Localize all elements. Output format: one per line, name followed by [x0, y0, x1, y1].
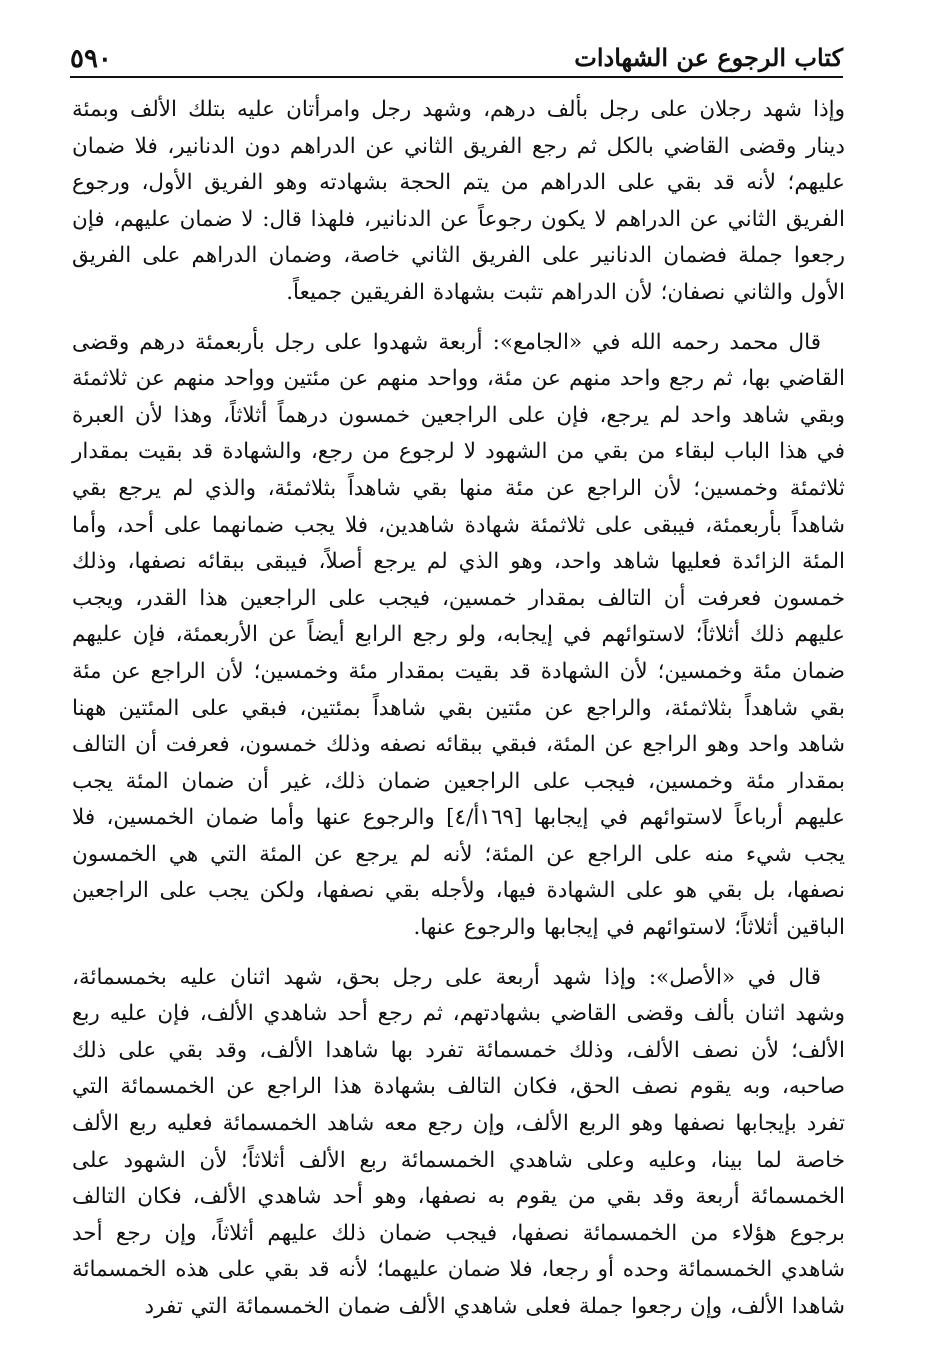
book-title: كتاب الرجوع عن الشهادات: [574, 43, 843, 72]
paragraph-2: قال محمد رحمه الله في «الجامع»: أربعة شهدوا على رجل بأربعمئة درهم وقضى القاضي بها، ثم رجع واحد منهم عن مئة، وواحد منهم عن مئتين وواحد منهم عن ثلاثمئة وبقي شاهد واحد لم يرجع، فإن على الراجعين خمسون درهماً أثلاثاً، وهذا لأن العبرة في هذا الباب لبقاء من بقي من الشهود لا لرجوع من رجع، والشهادة قد بقيت بمقدار ثلاثمئة وخمسين؛ لأن الراجع عن مئة منها بقي شاهداً بثلاثمئة، والذي لم يرجع بقي شاهداً بأربعمئة، فيبقى على ثلاثمئة شهادة شاهدين، فلا يجب ضمانهما على أحد، وأما المئة الزائدة فعليها شاهد واحد، وهو الذي لم يرجع أصلاً، فيبقى ببقائه نصفها، وذلك خمسون فعرفت أن التالف بمقدار خمسين، فيجب على الراجعين هذا القدر، ويجب عليهم ذلك أثلاثاً؛ لاستوائهم في إيجابه، ولو رجع الرابع أيضاً عن الأربعمئة، فإن عليهم ضمان مئة وخمسين؛ لأن الشهادة قد بقيت بمقدار مئة وخمسين؛ لأن الراجع عن مئة بقي شاهداً بثلاثمئة، والراجع عن مئتين بقي شاهداً بمئتين، فبقي على المئتين ههنا شاهد واحد وهو الراجع عن المئة، فبقي ببقائه نصفه وذلك خمسون، فعرفت أن التالف بمقدار مئة وخمسين، فيجب على الراجعين ضمان ذلك، غير أن ضمان المئة يجب عليهم أرباعاً لاستوائهم في إيجابها [١٦٩أ/٤] والرجوع عنها وأما ضمان الخمسين، فلا يجب شيء منه على الراجع عن المئة؛ لأنه لم يرجع عن المئة التي هي الخمسون نصفها، بل بقي هو على الشهادة فيها، ولأجله بقي نصفها، ولكن يجب على الراجعين الباقين أثلاثاً؛ لاستوائهم في إيجابها والرجوع عنها.: [72, 329, 845, 941]
paragraph-3: قال في «الأصل»: وإذا شهد أربعة على رجل بحق، شهد اثنان عليه بخمسمائة، وشهد اثنان بألف وقضى القاضي بشهادتهم، ثم رجع أحد شاهدي الألف، فإن عليه ربع الألف؛ لأن نصف الألف، وذلك خمسمائة تفرد بها شاهدا الألف، وقد بقي على ذلك صاحبه، وبه يقوم نصف الحق، فكان التالف بشهادة هذا الراجع عن الخمسمائة التي تفرد بإيجابها نصفها وهو الربع الألف، وإن رجع معه شاهد الخمسمائة فعليه ربع الألف خاصة لما بينا، وعليه وعلى شاهدي الخمسمائة ربع الألف أثلاثاً؛ لأن الشهود على الخمسمائة أربعة وقد بقي من يقوم به نصفها، وهو أحد شاهدي الألف، فكان التالف برجوع هؤلاء من الخمسمائة نصفها، فيجب ضمان ذلك عليهم أثلاثاً، وإن رجع أحد شاهدي الخمسمائة وحده أو رجعا، فلا ضمان عليهما؛ لأنه قد بقي على هذه الخمسمائة شاهدا الألف، وإن رجعوا جملة فعلى شاهدي الألف ضمان الخمسمائة التي تفرد: [72, 964, 845, 1319]
paragraph-1: وإذا شهد رجلان على رجل بألف درهم، وشهد رجل وامرأتان عليه بتلك الألف وبمئة دينار وقضى القاضي بالكل ثم رجع الفريق الثاني عن الدراهم دون الدنانير، فلا ضمان عليهم؛ لأنه قد بقي على الدراهم من يتم الحجة بشهادته وهو الفريق الأول، ورجوع الفريق الثاني عن الدراهم لا يكون رجوعاً عن الدنانير، فلهذا قال: لا ضمان عليهم، فإن رجعوا جملة فضمان الدنانير على الفريق الثاني خاصة، وضمان الدراهم على الفريق الأول والثاني نصفان؛ لأن الدراهم تثبت بشهادة الفريقين جميعاً.: [72, 97, 845, 305]
page-body: [72, 92, 845, 1326]
page-header: [70, 36, 843, 78]
page-number: ٥٩٠: [70, 44, 112, 74]
